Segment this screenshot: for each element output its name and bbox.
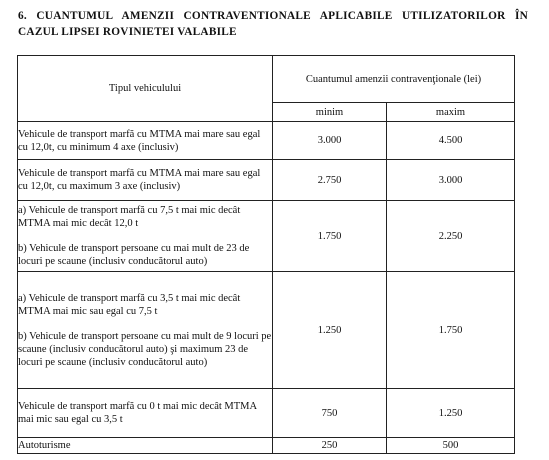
header-maximum: maxim	[387, 103, 515, 122]
section-title-line-1: 6. CUANTUMUL AMENZII CONTRAVENTIONALE APLICABILE UTILIZATORILOR ÎN	[18, 10, 528, 22]
table-row	[18, 389, 515, 438]
fines-table	[17, 55, 515, 454]
table-row	[18, 122, 515, 160]
fine-maximum: 1.750	[387, 272, 515, 389]
fine-minimum: 750	[273, 389, 387, 438]
description-paragraph: b) Vehicule de transport persoane cu mai mult de 9 locuri pe scaune (inclusiv conducătorul auto) şi maximum 23 de locuri pe scaune (inclusiv conducătorul auto)	[18, 330, 272, 368]
fine-minimum: 1.750	[273, 201, 387, 272]
vehicle-description	[18, 389, 273, 438]
vehicle-description	[18, 201, 273, 272]
fine-maximum: 2.250	[387, 201, 515, 272]
fine-maximum: 1.250	[387, 389, 515, 438]
fine-minimum: 250	[273, 438, 387, 454]
description-paragraph: Vehicule de transport marfă cu MTMA mai mare sau egal cu 12,0t, cu maximum 3 axe (inclusiv)	[18, 168, 261, 192]
table-row	[18, 201, 515, 272]
header-vehicle-type: Tipul vehiculului	[18, 56, 273, 122]
vehicle-description	[18, 160, 273, 201]
header-fine-amount: Cuantumul amenzii contravenţionale (lei)	[273, 56, 515, 103]
fine-minimum: 2.750	[273, 160, 387, 201]
table-row	[18, 438, 515, 454]
description-paragraph: Autoturisme	[18, 440, 71, 451]
fine-maximum: 3.000	[387, 160, 515, 201]
description-paragraph: Vehicule de transport marfă cu 0 t mai mic decât MTMA mai mic sau egal cu 3,5 t	[18, 401, 257, 425]
table-row	[18, 160, 515, 201]
section-title-line-2: CAZUL LIPSEI ROVINIETEI VALABILE	[18, 25, 237, 38]
header-minimum: minim	[273, 103, 387, 122]
fine-maximum: 4.500	[387, 122, 515, 160]
fine-minimum: 1.250	[273, 272, 387, 389]
vehicle-description	[18, 438, 273, 454]
fine-maximum: 500	[387, 438, 515, 454]
description-paragraph: Vehicule de transport marfă cu MTMA mai mare sau egal cu 12,0t, cu minimum 4 axe (inclusiv)	[18, 128, 261, 153]
description-paragraph: a) Vehicule de transport marfă cu 7,5 t mai mic decât MTMA mai mic decât 12,0 t	[18, 205, 241, 229]
description-paragraph: a) Vehicule de transport marfă cu 3,5 t mai mic decât MTMA mai mic sau egal cu 7,5 t	[18, 292, 241, 317]
vehicle-description	[18, 272, 273, 389]
fine-minimum: 3.000	[273, 122, 387, 160]
table-row	[18, 272, 515, 389]
section-title	[18, 9, 528, 40]
description-paragraph: b) Vehicule de transport persoane cu mai mult de 23 de locuri pe scaune (inclusiv conducătorul auto)	[18, 243, 250, 267]
vehicle-description	[18, 122, 273, 160]
